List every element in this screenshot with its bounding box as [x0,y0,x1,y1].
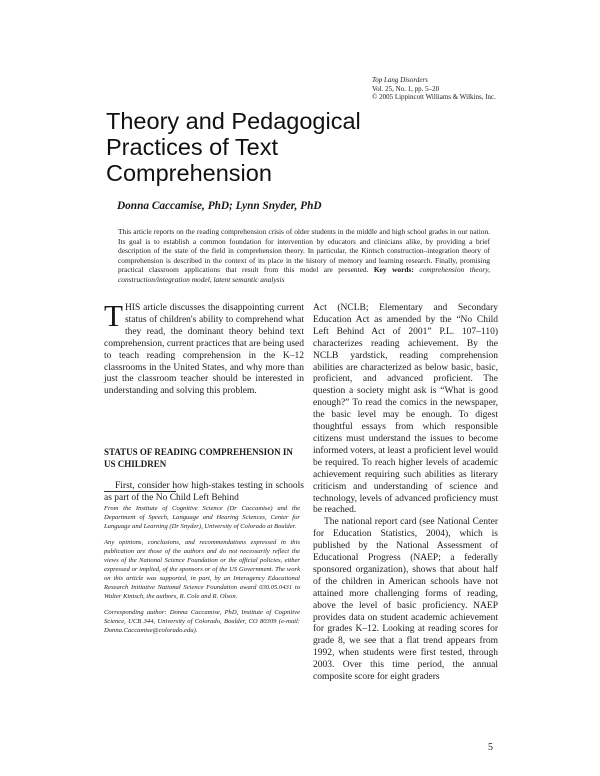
author-list: Donna Caccamise, PhD; Lynn Snyder, PhD [117,200,322,212]
section-paragraph: First, consider how high-stakes testing in schools as part of the No Child Left Behind [104,481,304,503]
journal-name: Top Lang Disorders [372,76,428,84]
abstract-text: This article reports on the reading comprehension crisis of older students in the middle and high school grades in our nation. Its goal is to establish a common foundation for intervention by educators and clinicians alike, by providing a brief description of the state of the field in comprehension theory. In particular, the Kintsch construction–integration theory of comprehension is described in the context of its place in the history of memory and learning research. Finally, promising practical classroom applications that result from this model are presented. [118,227,490,274]
footnote-affiliation: From the Institute of Cognitive Science (Dr Caccamise) and the Department of Speech, Language and Hearing Sciences, Center for Language and Learning (Dr Snyder), University of Colorado at Boulder. [104,505,300,530]
journal-volume: Vol. 25, No. 1, pp. 5–20 [372,84,440,93]
drop-cap: T [104,298,123,333]
right-column [313,303,498,684]
footnote-divider [104,491,176,492]
title-line: Practices of Text [106,134,278,160]
keywords: comprehension theory, construction/integration model, latent semantic analysis [118,265,490,284]
section-heading: STATUS OF READING COMPREHENSION IN US CHILDREN [104,447,293,469]
article-title [106,108,526,186]
title-line: Theory and Pedagogical [106,108,361,134]
title-line: Comprehension [106,160,272,186]
left-column-intro [104,298,304,398]
journal-copyright: © 2005 Lippincott Williams & Wilkins, Inc. [372,93,496,102]
footnotes [104,504,300,642]
body-paragraph: Act (NCLB; Elementary and Secondary Education Act as amended by the “No Child Left Behind Act of 2001” P.L. 107–110) characterizes reading achievement. By the NCLB yardstick, reading comprehension abilities are characterized as below basic, basic, proficient, and advanced proficient. The question a society might ask is “What is good enough?” To read the comics in the newspaper, the basic level may be enough. To digest thoughtful essays from which responsible citizens must understand the issues to become informed voters, at least a proficient level would be required. To reach higher levels of academic achievement requiring such abilities as literary criticism and understanding of science and technology, levels of advanced proficiency must be reached. [313,303,498,516]
keywords-label: Key words: [373,265,414,274]
abstract [118,227,490,284]
journal-info [372,76,572,102]
footnote-disclaimer: Any opinions, conclusions, and recommendations expressed in this publication are those of the authors and do not necessarily reflect the views of the National Science Foundation or the official policies, either expressed or implied, of the sponsors or of the US Government. The work on this article was supported, in part, by an Interagency Educational Research Initiative National Science Foundation award 030.05.0431 to Walter Kintsch, the authors, R. Cole and R. Olson. [104,539,300,600]
intro-paragraph: HIS article discusses the disappointing current status of children's ability to comprehend what they read, the dominant theory behind text comprehension, current practices that are being used to teach reading comprehension in the K–12 classrooms in the United States, and why more than just the classroom teacher should be interested in understanding and solving this problem. [104,303,304,397]
body-paragraph: The national report card (see National Center for Education Statistics, 2004), which is published by the National Assessment of Educational Progress (NAEP; a federally sponsored organization), shows that about half of the children in American schools have not attained more challenging forms of reading, above the level of basic proficiency. NAEP provides data on student academic achievement for grades K–12. Looking at reading scores for grade 8, we see that a flat trend appears from 1992, when students were first tested, through 2003. Over this time period, the annual composite score for eight graders [313,517,498,683]
page-number: 5 [488,742,493,753]
footnote-correspondence: Corresponding author: Donna Caccamise, PhD, Institute of Cognitive Science, UCB 344, University of Colorado, Boulder, CO 80309 (e-mail: Donna.Caccamise@colorado.edu). [104,609,300,634]
left-column-section [104,481,304,505]
